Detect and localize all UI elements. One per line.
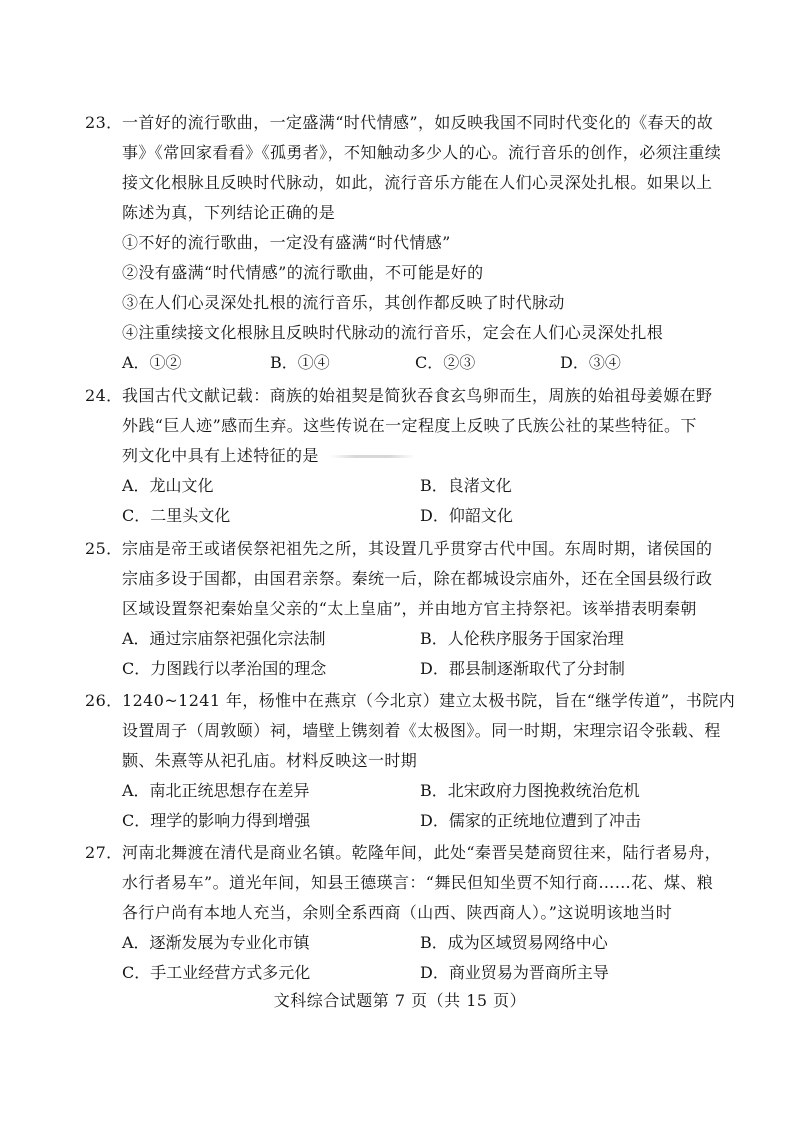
question-stem-line: 设置周子（周敦颐）祠，墙壁上镌刻着《太极图》。同一时期，宋理宗诏令张载、程 (122, 721, 721, 740)
option-c[interactable]: C．力图践行以孝治国的理念 (122, 659, 327, 678)
option-c[interactable]: C．二里头文化 (122, 506, 231, 525)
statement-1: ①不好的流行歌曲，一定没有盛满“时代情感” (122, 233, 451, 252)
question-stem-line: 外践“巨人迹”感而生弃。这些传说在一定程度上反映了氏族公社的某些特征。下 (122, 416, 697, 435)
page-footer: 文科综合试题第 7 页（共 15 页） (273, 991, 527, 1010)
option-b[interactable]: B．良渚文化 (420, 476, 512, 495)
option-a[interactable]: A．南北正统思想存在差异 (122, 781, 310, 800)
statement-4: ④注重续接文化根脉且反映时代脉动的流行音乐，定会在人们心灵深处扎根 (122, 323, 664, 342)
option-a[interactable]: A．逐渐发展为专业化市镇 (122, 933, 310, 952)
option-a[interactable]: A．龙山文化 (122, 476, 214, 495)
question-stem-line: 25．宗庙是帝王或诸侯祭祀祖先之所，其设置几乎贯穿古代中国。东周时期，诸侯国的 (85, 539, 713, 558)
question-stem-line: 列文化中具有上述特征的是 (122, 446, 319, 465)
question-stem-line: 23．一首好的流行歌曲，一定盛满“时代情感”，如反映我国不同时代变化的《春天的故 (85, 113, 714, 132)
question-stem-line: 各行户尚有本地人充当，余则全系西商（山西、陕西商人）。”这说明该地当时 (122, 903, 673, 922)
scan-smudge (330, 455, 415, 458)
question-stem-line: 宗庙多设于国都，由国君亲祭。秦统一后，除在都城设宗庙外，还在全国县级行政 (122, 569, 713, 588)
option-b[interactable]: B．①④ (270, 353, 330, 372)
option-a[interactable]: A．通过宗庙祭祀强化宗法制 (122, 629, 326, 648)
option-c[interactable]: C．②③ (415, 353, 476, 372)
question-number: 23． (85, 113, 123, 132)
option-d[interactable]: D．儒家的正统地位遭到了冲击 (420, 811, 641, 830)
option-d[interactable]: D．③④ (560, 353, 621, 372)
question-stem-line: 26．1240~1241 年，杨惟中在燕京（今北京）建立太极书院，旨在“继学传道”，书院内 (85, 691, 736, 710)
question-stem-line: 颢、朱熹等从祀孔庙。材料反映这一时期 (122, 751, 418, 770)
question-stem-line: 陈述为真，下列结论正确的是 (122, 203, 336, 222)
question-stem-line: 24．我国古代文献记载：商族的始祖契是简狄吞食玄鸟卵而生，周族的始祖母姜嫄在野 (85, 386, 713, 405)
option-c[interactable]: C．理学的影响力得到增强 (122, 811, 311, 830)
question-number: 26． (85, 691, 123, 710)
option-d[interactable]: D．郡县制逐渐取代了分封制 (420, 659, 625, 678)
option-d[interactable]: D．仰韶文化 (420, 506, 513, 525)
statement-2: ②没有盛满“时代情感”的流行歌曲，不可能是好的 (122, 263, 484, 282)
question-number: 25． (85, 539, 123, 558)
option-b[interactable]: B．人伦秩序服务于国家治理 (420, 629, 624, 648)
statement-3: ③在人们心灵深处扎根的流行音乐，其创作都反映了时代脉动 (122, 293, 565, 312)
question-stem-line: 区域设置祭祀秦始皇父亲的“太上皇庙”，并由地方官主持祭祀。该举措表明秦朝 (122, 599, 697, 618)
question-number: 24． (85, 386, 123, 405)
option-d[interactable]: D．商业贸易为晋商所主导 (420, 963, 609, 982)
question-stem-line: 27．河南北舞渡在清代是商业名镇。乾隆年间，此处“秦晋吴楚商贸往来，陆行者易舟， (85, 843, 721, 862)
question-stem-line: 水行者易车”。道光年间，知县王德瑛言：“舞民但知坐贾不知行商……花、煤、粮 (122, 873, 714, 892)
question-stem-line: 接文化根脉且反映时代脉动，如此，流行音乐方能在人们心灵深处扎根。如果以上 (122, 173, 713, 192)
option-c[interactable]: C．手工业经营方式多元化 (122, 963, 311, 982)
option-a[interactable]: A．①② (122, 353, 182, 372)
option-b[interactable]: B．北宋政府力图挽救统治危机 (420, 781, 640, 800)
option-b[interactable]: B．成为区域贸易网络中心 (420, 933, 608, 952)
question-stem-line: 事》《常回家看看》《孤勇者》，不知触动多少人的心。流行音乐的创作，必须注重续 (122, 143, 722, 162)
question-number: 27． (85, 843, 123, 862)
